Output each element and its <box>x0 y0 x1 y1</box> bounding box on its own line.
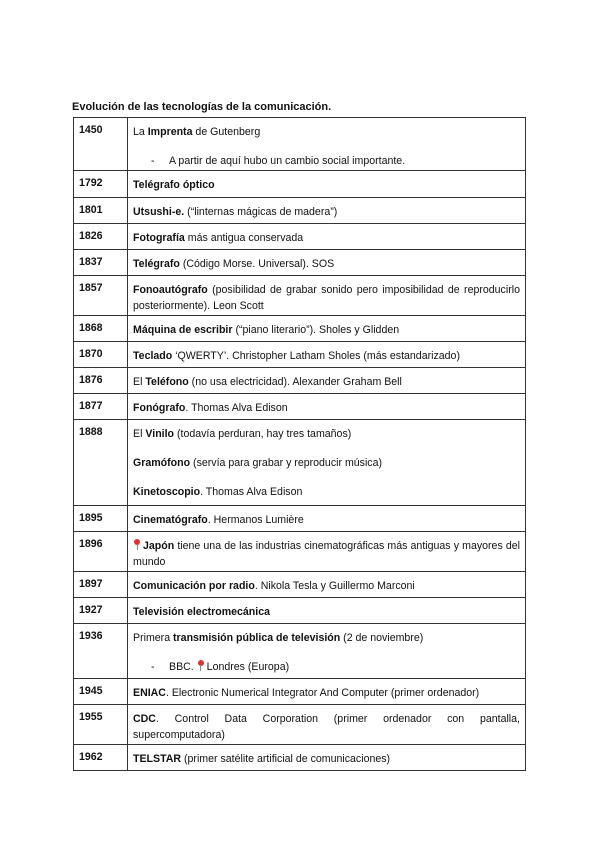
bold-term: Televisión electromecánica <box>133 606 270 618</box>
bold-term: Imprenta <box>147 126 193 138</box>
paragraph <box>133 711 520 743</box>
year-cell: 1837 <box>74 250 128 276</box>
paragraph <box>133 751 520 767</box>
year-cell: 1792 <box>74 171 128 198</box>
text: . Thomas Alva Edison <box>200 486 303 498</box>
text: La <box>133 126 148 138</box>
table-row <box>74 394 526 420</box>
paragraph <box>133 322 520 338</box>
event-cell <box>128 368 526 394</box>
bold-term: Telégrafo óptico <box>133 179 215 191</box>
bold-term: Gramófono <box>133 457 191 469</box>
year-cell: 1877 <box>74 394 128 420</box>
bold-term: Japón <box>143 540 175 552</box>
paragraph <box>133 685 520 701</box>
bold-term: Kinetoscopio <box>133 486 201 498</box>
bold-term: CDC <box>133 713 156 725</box>
paragraph <box>133 604 520 620</box>
table-row <box>74 420 526 506</box>
paragraph <box>133 230 520 246</box>
paragraph <box>133 256 520 272</box>
paragraph <box>133 204 520 220</box>
year-cell: 1897 <box>74 572 128 598</box>
text: más antigua conservada <box>184 232 304 244</box>
bold-term: Máquina de escribir <box>133 324 233 336</box>
bold-term: Comunicación por radio <box>133 580 255 592</box>
event-cell <box>128 118 526 171</box>
year-cell: 1895 <box>74 506 128 532</box>
text: (servía para grabar y reproducir música) <box>190 457 383 469</box>
bold-term: transmisión pública de televisión <box>173 632 341 644</box>
text: . Hermanos Lumière <box>207 514 304 526</box>
paragraph <box>133 538 520 570</box>
timeline-table <box>73 117 526 771</box>
paragraph <box>133 630 520 646</box>
text: ‘QWERTY’. Christopher Latham Sholes (más estandarizado) <box>172 350 460 362</box>
bold-term: Teléfono <box>145 376 189 388</box>
table-row <box>74 118 526 171</box>
event-cell <box>128 506 526 532</box>
event-cell <box>128 745 526 771</box>
table-row <box>74 598 526 624</box>
text: . Electronic Numerical Integrator And Computer (primer ordenador) <box>165 687 480 699</box>
text: (primer satélite artificial de comunicaciones) <box>181 753 391 765</box>
bullet-item <box>133 153 520 169</box>
year-cell: 1857 <box>74 276 128 316</box>
text: BBC. <box>169 661 197 673</box>
year-cell: 1826 <box>74 224 128 250</box>
year-cell: 1936 <box>74 624 128 679</box>
pin-icon <box>197 660 205 671</box>
text: (Código Morse. Universal). SOS <box>179 258 335 270</box>
bold-term: Fonoautógrafo <box>133 284 208 296</box>
text: (no usa electricidad). Alexander Graham Bell <box>188 376 402 388</box>
text: de Gutenberg <box>192 126 261 138</box>
bold-term: Teclado <box>133 350 173 362</box>
paragraph <box>133 578 520 594</box>
paragraph <box>133 124 520 140</box>
event-cell <box>128 420 526 506</box>
pin-icon <box>133 539 141 550</box>
table-row <box>74 506 526 532</box>
text: El <box>133 376 146 388</box>
year-cell: 1896 <box>74 532 128 572</box>
table-row <box>74 224 526 250</box>
year-cell: 1927 <box>74 598 128 624</box>
year-cell: 1945 <box>74 679 128 705</box>
event-cell <box>128 705 526 745</box>
text: (todavía perduran, hay tres tamaños) <box>174 428 352 440</box>
bold-term: Utsushi-e. <box>133 206 185 218</box>
bold-term: Fotografía <box>133 232 185 244</box>
year-cell: 1870 <box>74 342 128 368</box>
event-cell <box>128 171 526 198</box>
table-row <box>74 679 526 705</box>
paragraph <box>133 400 520 416</box>
bold-term: Telégrafo <box>133 258 180 270</box>
event-cell <box>128 342 526 368</box>
event-cell <box>128 276 526 316</box>
event-cell <box>128 198 526 224</box>
paragraph <box>133 374 520 390</box>
bold-term: ENIAC <box>133 687 166 699</box>
event-cell <box>128 624 526 679</box>
text: (posibilidad de grabar sonido pero imposibilidad de reproducirlo posteriormente). Leon Scott <box>133 284 520 312</box>
text: A partir de aquí hubo un cambio social importante. <box>169 155 406 167</box>
year-cell: 1801 <box>74 198 128 224</box>
paragraph <box>133 512 520 528</box>
year-cell: 1888 <box>74 420 128 506</box>
year-cell: 1868 <box>74 316 128 342</box>
table-row <box>74 572 526 598</box>
text: Primera <box>133 632 174 644</box>
document-title: Evolución de las tecnologías de la comunicación. <box>72 101 332 113</box>
year-cell: 1962 <box>74 745 128 771</box>
paragraph <box>133 455 520 471</box>
table-row <box>74 745 526 771</box>
text: (“piano literario”). Sholes y Glidden <box>232 324 400 336</box>
text: . Control Data Corporation (primer ordenador con pantalla, supercomputadora) <box>133 713 520 741</box>
paragraph <box>133 282 520 314</box>
paragraph <box>133 484 520 500</box>
bold-term: Fonógrafo <box>133 402 186 414</box>
text: Londres (Europa) <box>206 661 290 673</box>
bold-term: Vinilo <box>145 428 175 440</box>
table-row <box>74 171 526 198</box>
text: (“linternas mágicas de madera”) <box>184 206 338 218</box>
event-cell <box>128 532 526 572</box>
text: (2 de noviembre) <box>340 632 424 644</box>
table-row <box>74 250 526 276</box>
event-cell <box>128 224 526 250</box>
event-cell <box>128 572 526 598</box>
event-cell <box>128 316 526 342</box>
text: El <box>133 428 146 440</box>
bullet-item <box>133 659 520 675</box>
event-cell <box>128 679 526 705</box>
table-row <box>74 316 526 342</box>
text: . Nikola Tesla y Guillermo Marconi <box>254 580 415 592</box>
event-cell <box>128 250 526 276</box>
paragraph <box>133 177 520 193</box>
bold-term: TELSTAR <box>133 753 182 765</box>
table-row <box>74 198 526 224</box>
text: . Thomas Alva Edison <box>185 402 288 414</box>
table-row <box>74 624 526 679</box>
bold-term: Cinematógrafo <box>133 514 208 526</box>
table-row <box>74 276 526 316</box>
table-row <box>74 705 526 745</box>
year-cell: 1955 <box>74 705 128 745</box>
event-cell <box>128 598 526 624</box>
table-row <box>74 342 526 368</box>
paragraph <box>133 348 520 364</box>
event-cell <box>128 394 526 420</box>
paragraph <box>133 426 520 442</box>
table-row <box>74 368 526 394</box>
table-row <box>74 532 526 572</box>
year-cell: 1450 <box>74 118 128 171</box>
text: tiene una de las industrias cinematográficas más antiguas y mayores del mundo <box>133 540 520 568</box>
year-cell: 1876 <box>74 368 128 394</box>
